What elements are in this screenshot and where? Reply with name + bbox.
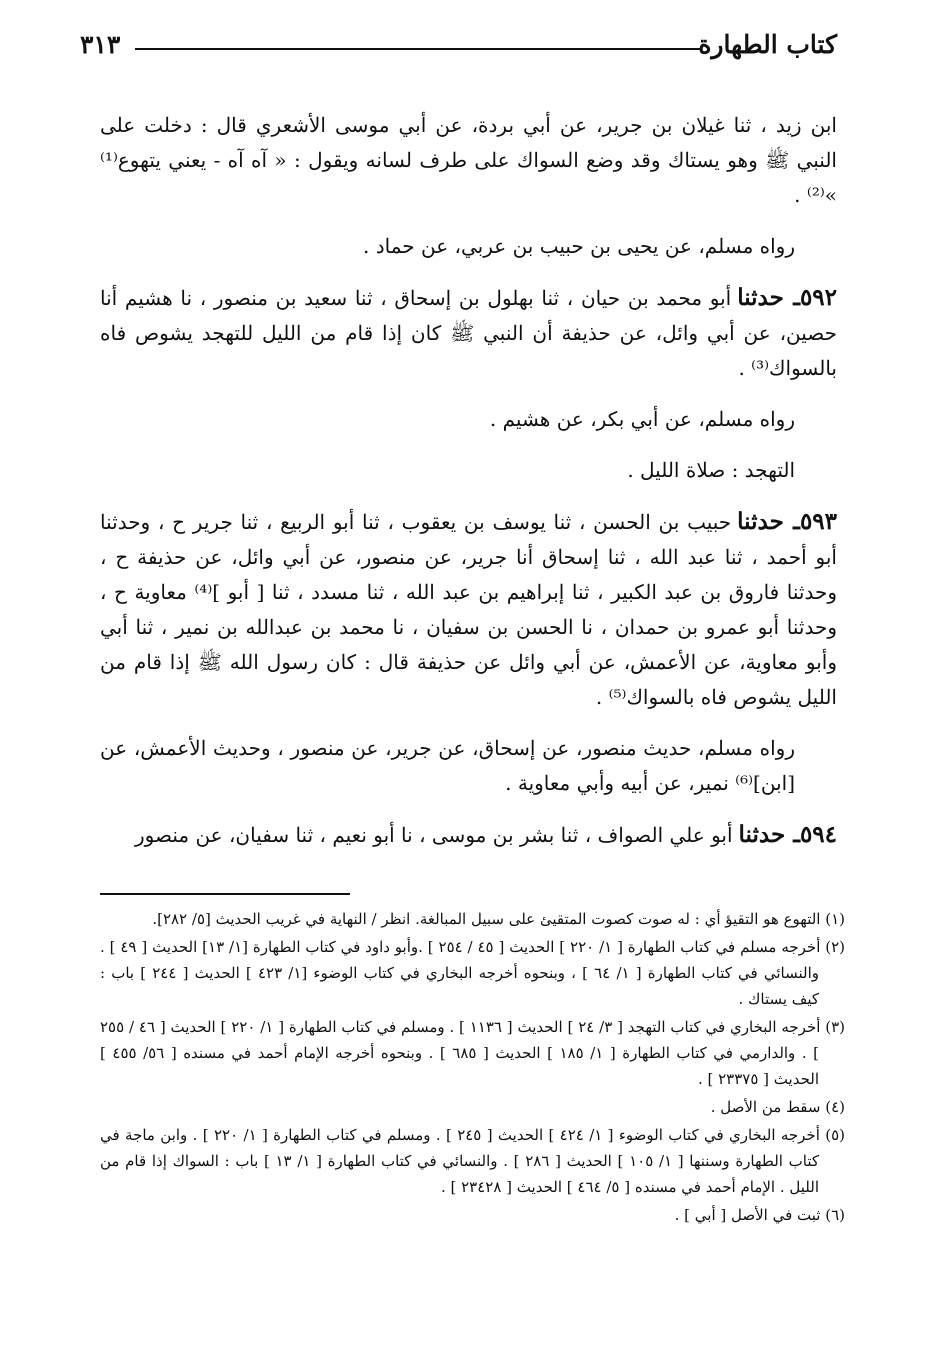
paragraph-gloss-tahajjud: التهجد : صلاة الليل .	[627, 458, 795, 482]
paragraph-hadith-593	[100, 504, 837, 715]
paragraph-hadith-591-end: ابن زيد ، ثنا غيلان بن جرير، عن أبي بردة، عن أبي موسى الأشعري قال : دخلت على النبي ﷺ وهو يستاك وقد وضع السواك على طرف لسانه ويقول : « آه آه - يعني يتهوع⁽¹⁾ »⁽²⁾ .	[100, 113, 837, 207]
running-title: كتاب الطهارة	[698, 30, 837, 59]
paragraph-takhrij-593: رواه مسلم، حديث منصور، عن إسحاق، عن جرير، عن منصور ، وحديث الأعمش، عن [ابن]⁽⁶⁾ نمير، عن أبيه وأبي معاوية .	[100, 736, 795, 795]
main-text	[100, 108, 837, 869]
footnotes	[100, 906, 845, 1230]
footnote-2: (٢) أخرجه مسلم في كتاب الطهارة [ ١/ ٢٢٠ ] الحديث [ ٤٥ / ٢٥٤ ] .وأبو داود في كتاب الطهارة [١/ ١٣] الحديث [ ٤٩ ] . والنسائي في كتاب الطهارة [ ١/ ٦٤ ] ، وبنحوه أخرجه البخاري في كتاب الوضوء [١/ ٤٢٣ ] الحديث [ ٢٤٤ ] باب : كيف يستاك .	[100, 938, 846, 1008]
paragraph-hadith-592	[100, 280, 837, 386]
footnote-rule	[100, 893, 350, 895]
footnote-5: (٥) أخرجه البخاري في كتاب الوضوء [ ١/ ٤٢٤ ] الحديث [ ٢٤٥ ] . ومسلم في كتاب الطهارة [ ١/ ٢٢٠ ] . وابن ماجة في كتاب الطهارة وسننها [ ١/ ١٠٥ ] الحديث [ ٢٨٦ ] . والنسائي في كتاب الطهارة [ ١/ ١٣ ] باب : السواك إذا قام من الليل . الإمام أحمد في مسنده [ ٥/ ٤٦٤ ] الحديث [ ٢٣٤٢٨ ] .	[100, 1126, 845, 1196]
hadith-number-592: ٥٩٢ـ حدثنا	[737, 284, 838, 311]
hadith-number-594: ٥٩٤ـ حدثنا	[738, 821, 837, 848]
hadith-593-text: حبيب بن الحسن ، ثنا يوسف بن يعقوب ، ثنا أبو الربيع ، ثنا جرير ح ، وحدثنا أبو أحمد ، ثنا عبد الله ، ثنا إسحاق أنا جرير، عن منصور، عن أبي وائل، عن حذيفة ح ، وحدثنا فاروق بن عبد الكبير ، ثنا إبراهيم بن عبد الله ، ثنا مسدد ، ثنا [ أبو ]⁽⁴⁾ معاوية ح ، وحدثنا أبو عمرو بن حمدان ، نا الحسن بن سفيان ، نا محمد بن عبدالله بن نمير ، ثنا أبي وأبو معاوية، عن الأعمش، عن أبي وائل عن حذيفة قال : كان رسول الله ﷺ إذا قام من الليل يشوص فاه بالسواك⁽⁵⁾ .	[100, 510, 837, 709]
footnote-3: (٣) أخرجه البخاري في كتاب التهجد [ ٣/ ٢٤ ] الحديث [ ١١٣٦ ] . ومسلم في كتاب الطهارة [ ١/ ٢٢٠ ] الحديث [ ٤٦ / ٢٥٥ ] . والدارمي في كتاب الطهارة [ ١/ ١٨٥ ] الحديث [ ٦٨٥ ] . وبنحوه أخرجه الإمام أحمد في مسنده [ ٥٦/ ٤٥٥ ] الحديث [ ٢٣٣٧٥ ] .	[100, 1018, 845, 1088]
footnote-4: (٤) سقط من الأصل .	[710, 1098, 845, 1116]
footnote-6: (٦) ثبت في الأصل [ أبي ] .	[674, 1206, 845, 1224]
paragraph-takhrij-591: رواه مسلم، عن يحيى بن حبيب بن عربي، عن حماد .	[363, 234, 795, 258]
page-header	[80, 26, 837, 66]
paragraph-hadith-594	[100, 817, 837, 853]
page-number: ٣١٣	[80, 30, 121, 59]
hadith-number-593: ٥٩٣ـ حدثنا	[737, 508, 837, 535]
hadith-594-text: أبو علي الصواف ، ثنا بشر بن موسى ، نا أبو نعيم ، ثنا سفيان، عن منصور	[135, 823, 733, 847]
hadith-592-text: أبو محمد بن حيان ، ثنا بهلول بن إسحاق ، ثنا سعيد بن منصور ، نا هشيم أنا حصين، عن أبي وائل، عن حذيفة أن النبي ﷺ كان إذا قام من الليل للتهجد يشوص فاه بالسواك⁽³⁾ .	[100, 286, 837, 380]
paragraph-takhrij-592: رواه مسلم، عن أبي بكر، عن هشيم .	[489, 407, 795, 431]
footnote-1: (١) التهوع هو التقيؤ أي : له صوت كصوت المتقيئ على سبيل المبالغة. انظر / النهاية في غريب الحديث [٥/ ٢٨٢].	[152, 910, 845, 928]
header-rule	[135, 48, 702, 50]
